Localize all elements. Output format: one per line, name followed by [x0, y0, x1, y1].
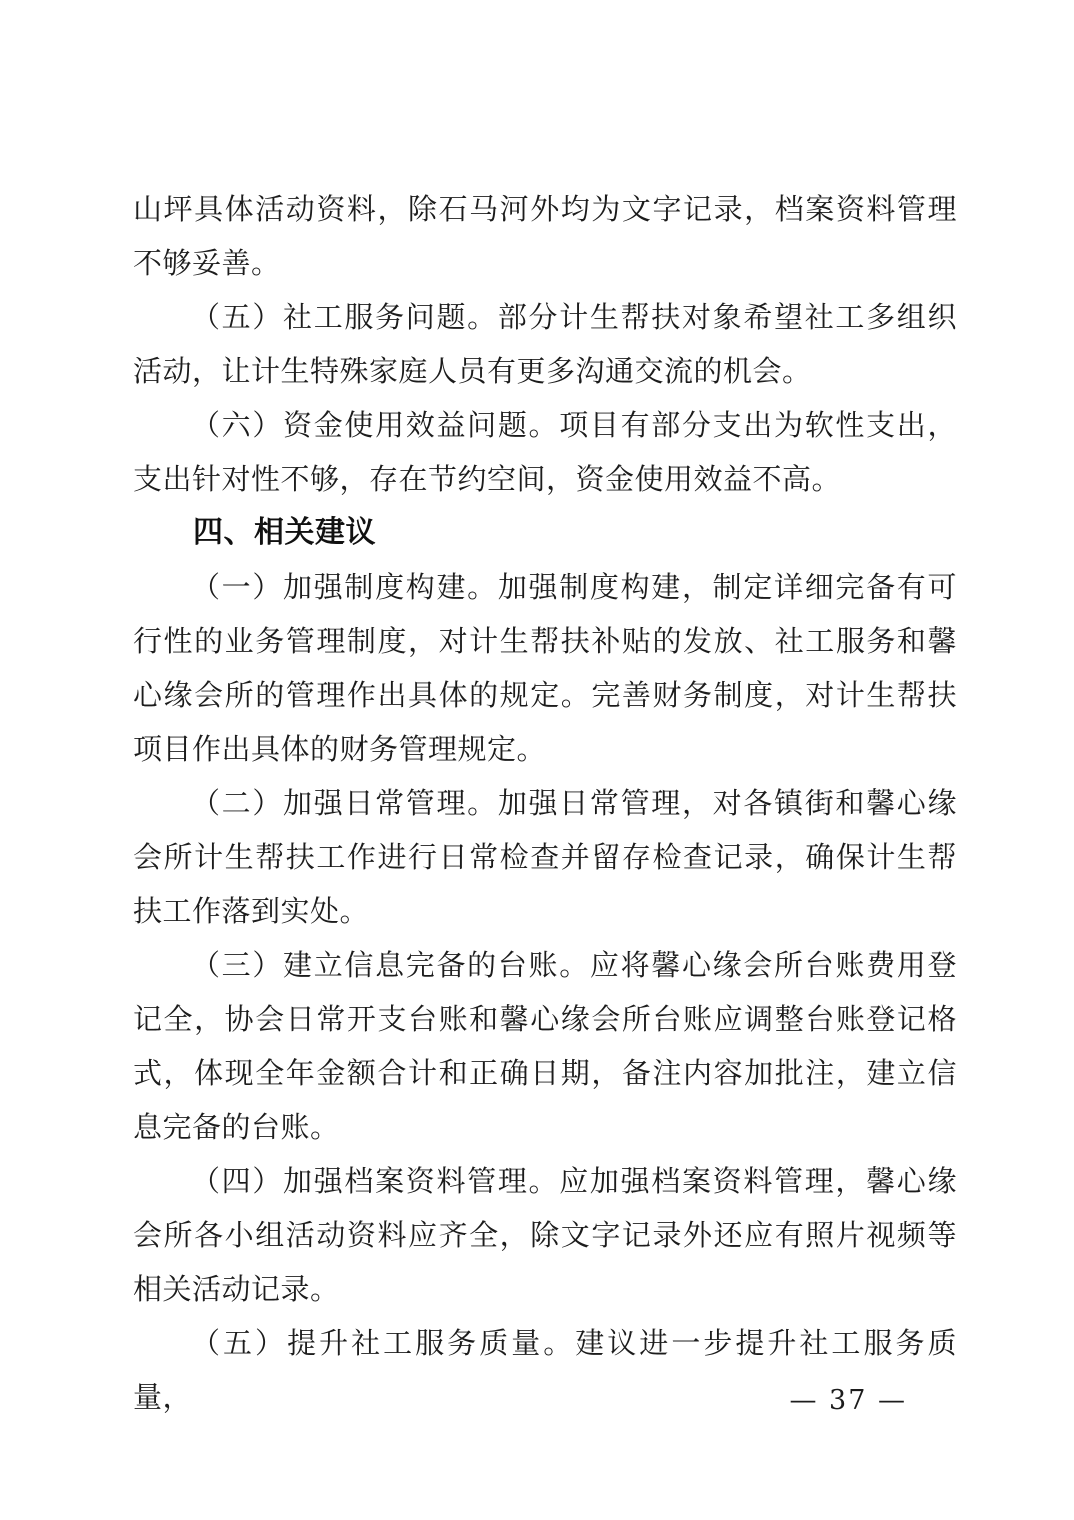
paragraph-continuation: 山坪具体活动资料，除石马河外均为文字记录，档案资料管理不够妥善。 — [133, 192, 957, 280]
paragraph-suggestion-5: （五）提升社工服务质量。建议进一步提升社工服务质量， — [133, 1326, 957, 1414]
paragraph-problem-6: （六）资金使用效益问题。项目有部分支出为软性支出，支出针对性不够，存在节约空间，资金使用效益不高。 — [133, 408, 957, 496]
paragraph-suggestion-2: （二）加强日常管理。加强日常管理，对各镇街和馨心缘会所计生帮扶工作进行日常检查并留存检查记录，确保计生帮扶工作落到实处。 — [133, 786, 957, 928]
page-number: — 37 — — [789, 1385, 907, 1416]
paragraph-suggestion-4: （四）加强档案资料管理。应加强档案资料管理，馨心缘会所各小组活动资料应齐全，除文字记录外还应有照片视频等相关活动记录。 — [133, 1164, 957, 1306]
paragraph-suggestion-3: （三）建立信息完备的台账。应将馨心缘会所台账费用登记全，协会日常开支台账和馨心缘会所台账应调整台账登记格式，体现全年金额合计和正确日期，备注内容加批注，建立信息完备的台账。 — [133, 948, 957, 1144]
section-heading: 四、相关建议 — [193, 515, 376, 550]
paragraph-suggestion-1: （一）加强制度构建。加强制度构建，制定详细完备有可行性的业务管理制度，对计生帮扶补贴的发放、社工服务和馨心缘会所的管理作出具体的规定。完善财务制度，对计生帮扶项目作出具体的财务管理规定。 — [133, 570, 957, 766]
document-body — [133, 182, 957, 1424]
paragraph-problem-5: （五）社工服务问题。部分计生帮扶对象希望社工多组织活动，让计生特殊家庭人员有更多沟通交流的机会。 — [133, 300, 957, 388]
